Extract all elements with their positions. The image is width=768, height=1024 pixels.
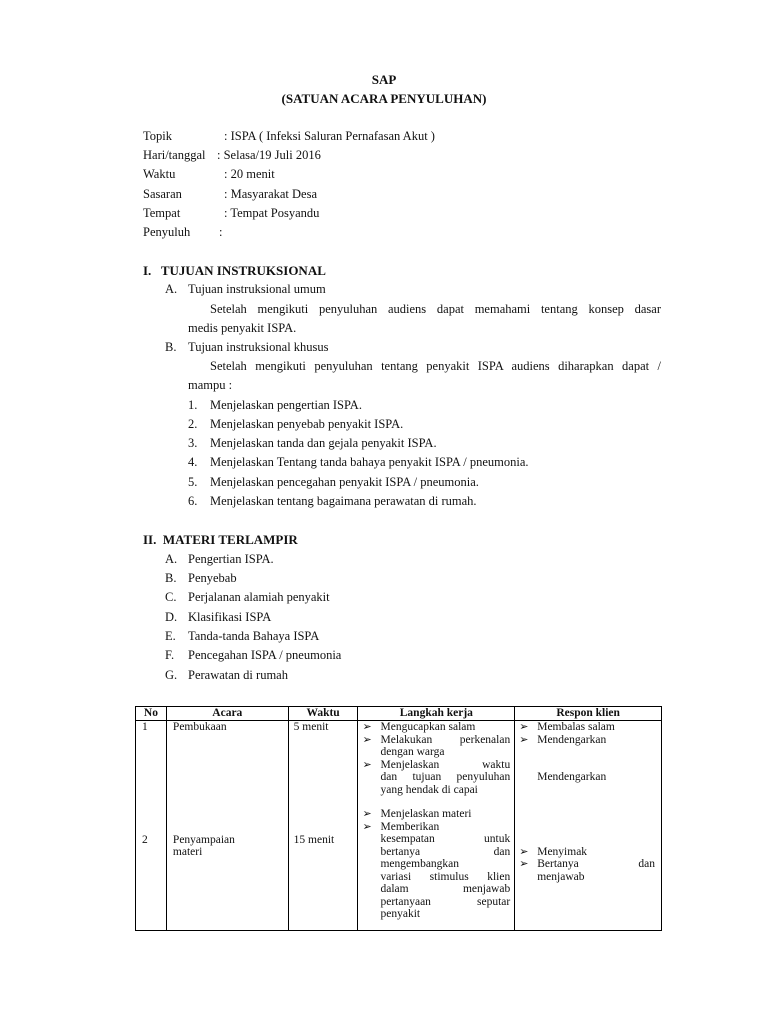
material-letter: B. (165, 571, 177, 585)
info-value-waktu: : 20 menit (224, 167, 275, 181)
table-header-row (136, 707, 662, 721)
section-1-a-text-line2: medis penyakit ISPA. (188, 321, 297, 335)
list-item (361, 759, 510, 797)
arrow-bullet-icon: ➢ (519, 733, 529, 746)
response-text: Mendengarkan (537, 771, 607, 783)
arrow-bullet-icon: ➢ (362, 808, 372, 820)
material-letter: F. (165, 648, 175, 662)
responses-delivery-list (518, 846, 655, 884)
step-text: bertanya dan (380, 845, 511, 858)
arrow-bullet-icon: ➢ (519, 721, 529, 733)
material-letter: G. (165, 668, 178, 682)
section-2-heading: II. MATERI TERLAMPIR (143, 532, 298, 547)
arrow-bullet-icon: ➢ (519, 845, 529, 858)
objective-number: 4. (188, 455, 198, 469)
duration-delivery: 15 menit (293, 833, 335, 846)
info-value-topik: : ISPA ( Infeksi Saluran Pernafasan Akut ) (224, 129, 435, 143)
section-1-b-title: Tujuan instruksional khusus (188, 340, 329, 354)
objective-number: 2. (188, 417, 198, 431)
objective-number: 6. (188, 494, 198, 508)
section-1-b-label: B. (165, 340, 177, 354)
step-text: Menjelaskan materi (380, 808, 472, 820)
list-item (518, 721, 655, 734)
material-item: Klasifikasi ISPA (188, 610, 272, 624)
list-item (361, 808, 510, 821)
material-letter: C. (165, 590, 177, 604)
objective-item: Menjelaskan tanda dan gejala penyakit ISPA. (210, 436, 437, 450)
list-item (361, 734, 510, 759)
info-value-hari: : Selasa/19 Juli 2016 (217, 148, 321, 162)
step-text: Menjelaskan waktu (380, 758, 511, 771)
list-item (518, 846, 655, 859)
info-label-tempat: Tempat (143, 206, 181, 220)
objective-item: Menjelaskan tentang bagaimana perawatan di rumah. (210, 494, 477, 508)
material-item: Pengertian ISPA. (188, 552, 274, 566)
objective-number: 1. (188, 398, 198, 412)
material-item: Pencegahan ISPA / pneumonia (188, 648, 342, 662)
column-header-acara: Acara (166, 707, 288, 721)
row-number: 1 (142, 721, 148, 733)
arrow-bullet-icon: ➢ (362, 820, 372, 833)
arrow-bullet-icon: ➢ (519, 858, 529, 870)
step-text: variasi stimulus klien (380, 870, 511, 883)
step-text: mengembangkan (380, 858, 460, 870)
material-item: Perjalanan alamiah penyakit (188, 590, 330, 604)
duration-opening: 5 menit (293, 721, 329, 733)
arrow-bullet-icon: ➢ (362, 758, 372, 771)
section-1-a-title: Tujuan instruksional umum (188, 282, 326, 296)
info-label-sasaran: Sasaran (143, 187, 182, 201)
step-text: dengan warga (380, 746, 445, 758)
info-value-tempat: : Tempat Posyandu (224, 206, 320, 220)
info-label-hari: Hari/tanggal (143, 148, 206, 162)
info-label-penyuluh: Penyuluh (143, 225, 191, 239)
objective-item: Menjelaskan penyebab penyakit ISPA. (210, 417, 404, 431)
schedule-table (135, 706, 662, 931)
section-1-b-text-line1: Setelah mengikuti penyuluhan tentang penyakit ISPA audiens diharapkan dapat / (210, 359, 661, 373)
document-title: SAP (371, 72, 397, 87)
objective-item: Menjelaskan pencegahan penyakit ISPA / pneumonia. (210, 475, 479, 489)
section-1-a-text-line1: Setelah mengikuti penyuluhan audiens dapat memahami tentang konsep dasar (210, 302, 661, 316)
list-item (518, 734, 655, 747)
material-letter: E. (165, 629, 176, 643)
table-row (136, 721, 662, 931)
info-label-waktu: Waktu (143, 167, 176, 181)
response-text: Bertanya dan (537, 858, 655, 870)
arrow-bullet-icon: ➢ (362, 721, 372, 733)
step-text: dalam menjawab (380, 883, 511, 895)
column-header-respon: Respon klien (515, 707, 662, 721)
objective-number: 5. (188, 475, 198, 489)
list-item (361, 721, 510, 734)
objective-item: Menjelaskan Tentang tanda bahaya penyakit ISPA / pneumonia. (210, 455, 529, 469)
step-text: pertanyaan seputar (380, 895, 511, 908)
response-text: menjawab (537, 870, 585, 883)
list-item (518, 858, 655, 883)
arrow-bullet-icon: ➢ (362, 733, 372, 746)
section-1-a-label: A. (165, 282, 178, 296)
activity-opening: Pembukaan (172, 721, 227, 733)
info-label-topik: Topik (143, 129, 172, 143)
step-text: yang hendak di capai (380, 783, 478, 796)
step-text: Memberikan (380, 820, 440, 833)
step-text: Melakukan perkenalan (380, 733, 511, 746)
steps-opening-list (361, 721, 510, 796)
material-letter: D. (165, 610, 178, 624)
response-text: Membalas salam (537, 721, 615, 733)
material-letter: A. (165, 552, 178, 566)
material-item: Tanda-tanda Bahaya ISPA (188, 629, 320, 643)
document-subtitle: (SATUAN ACARA PENYULUHAN) (281, 91, 487, 106)
objective-item: Menjelaskan pengertian ISPA. (210, 398, 362, 412)
activity-delivery-line1: Penyampaian (172, 833, 235, 846)
column-header-waktu: Waktu (288, 707, 358, 721)
section-1-heading: I. TUJUAN INSTRUKSIONAL (143, 263, 326, 278)
response-text: Menyimak (537, 845, 588, 858)
step-text: Mengucapkan salam (380, 721, 476, 733)
step-text: kesempatan untuk (380, 833, 511, 845)
objective-number: 3. (188, 436, 198, 450)
step-text: penyakit (380, 908, 421, 920)
activity-delivery-line2: materi (172, 846, 203, 858)
response-text: Mendengarkan (537, 733, 607, 746)
column-header-no: No (136, 707, 167, 721)
list-item (361, 821, 510, 921)
section-1-b-text-line2: mampu : (188, 378, 233, 392)
row-number: 2 (142, 833, 148, 846)
material-item: Perawatan di rumah (188, 668, 288, 682)
column-header-langkah: Langkah kerja (358, 707, 515, 721)
info-value-sasaran: : Masyarakat Desa (224, 187, 318, 201)
material-item: Penyebab (188, 571, 237, 585)
steps-delivery-list (361, 808, 510, 921)
info-value-penyuluh: : (219, 225, 223, 239)
responses-opening-list (518, 721, 655, 746)
step-text: dan tujuan penyuluhan (380, 771, 511, 783)
